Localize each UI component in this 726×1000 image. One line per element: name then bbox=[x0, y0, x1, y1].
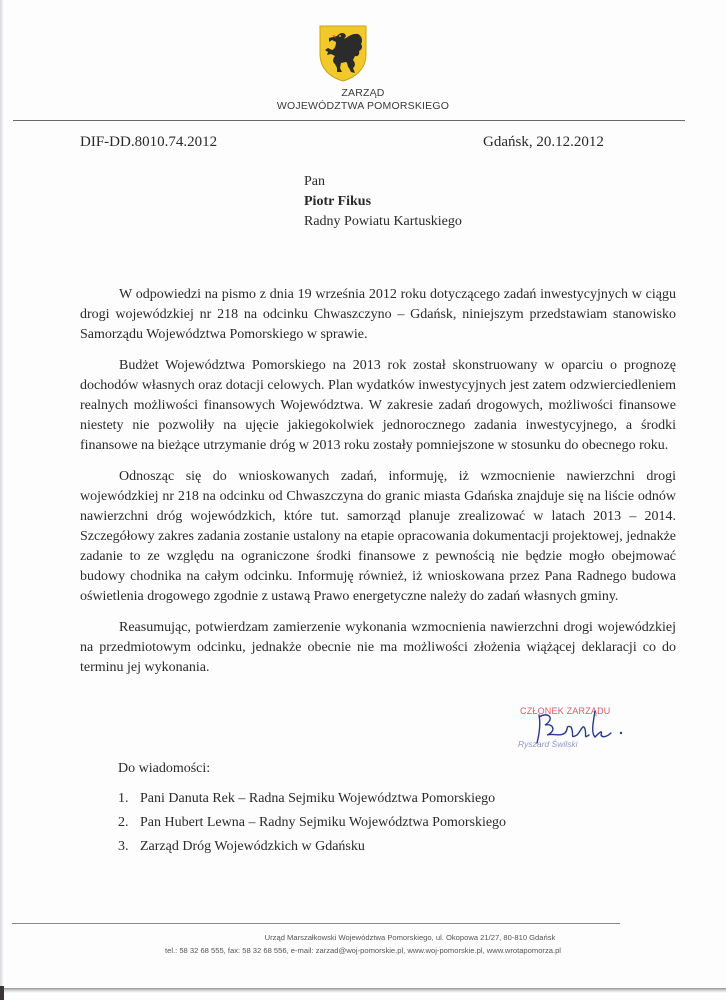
signature-stamp bbox=[505, 697, 635, 757]
place-date: Gdańsk, 20.12.2012 bbox=[483, 134, 604, 150]
cc-item-text: Zarząd Dróg Wojewódzkich w Gdańsku bbox=[140, 839, 365, 854]
cc-item-number: 3. bbox=[118, 839, 129, 854]
cc-item-number: 1. bbox=[118, 791, 129, 806]
stamp-title: CZŁONEK ZARZĄDU bbox=[520, 706, 611, 716]
pomeranian-griffin-crest-icon bbox=[318, 24, 368, 82]
footer-address: Urząd Marszałkowski Województwa Pomorskiego, ul. Okopowa 21/27, 80-810 Gdańsk bbox=[264, 933, 556, 942]
org-name-line2: WOJEWÓDZTWA POMORSKIEGO bbox=[276, 100, 450, 112]
stamp-name: Ryszard Świlski bbox=[518, 739, 578, 749]
cc-list-item bbox=[118, 835, 506, 859]
cc-list bbox=[118, 787, 506, 859]
recipient-block bbox=[304, 172, 462, 232]
cc-list-item bbox=[118, 811, 506, 835]
reference-number: DIF-DD.8010.74.2012 bbox=[80, 134, 218, 150]
cc-item-text: Pan Hubert Lewna – Radny Sejmiku Województwa Pomorskiego bbox=[140, 815, 507, 830]
footer-contact: tel.: 58 32 68 555, fax: 58 32 68 556, e-mail: zarzad@woj-pomorskie.pl, www.woj-pomorskie.pl, www.wrotapomorza.pl bbox=[164, 946, 561, 955]
recipient-title: Radny Powiatu Kartuskiego bbox=[304, 214, 462, 229]
header-divider bbox=[13, 120, 685, 121]
recipient-name: Piotr Fikus bbox=[304, 194, 372, 209]
body-paragraph: Odnosząc się do wnioskowanych zadań, informuję, iż wzmocnienie nawierzchni drogi wojewódzkiej nr 218 na odcinku od Chwaszczyna do granic miasta Gdańska znajduje się na liście odnów nawierzchni dróg wojewódzkich, które tut. samorząd planuje zrealizować w latach 2013 – 2014. Szczegółowy zakres zadania zostanie ustalony na etapie opracowania dokumentacji projektowej, jednakże zadanie to ze względu na ograniczone środki finansowe z pewnością nie będzie mogło obejmować budowy chodnika na całym odcinku. Informuję również, iż wnioskowana przez Pana Radnego budowa oświetlenia drogowego zgodnie z ustawą Prawo energetyczne należy do zadań własnych gminy. bbox=[80, 469, 676, 604]
scan-edge-left bbox=[0, 0, 3, 1000]
cc-item-number: 2. bbox=[118, 815, 129, 830]
scan-edge-bottom bbox=[0, 988, 726, 1000]
scan-edge-corner bbox=[0, 986, 4, 1000]
cc-item-text: Pani Danuta Rek – Radna Sejmiku Województwa Pomorskiego bbox=[140, 791, 496, 806]
body-paragraph: W odpowiedzi na pismo z dnia 19 września 2012 roku dotyczącego zadań inwestycyjnych w ciągu drogi wojewódzkiej nr 218 na odcinku Chwaszczyno – Gdańsk, niniejszym przedstawiam stanowisko Samorządu Województwa Pomorskiego w sprawie. bbox=[80, 287, 676, 342]
cc-list-item bbox=[118, 787, 506, 811]
handwritten-signature-icon bbox=[525, 705, 635, 749]
cc-heading: Do wiadomości: bbox=[118, 761, 211, 776]
recipient-salutation: Pan bbox=[304, 174, 325, 189]
body-paragraph: Reasumując, potwierdzam zamierzenie wykonania wzmocnienia nawierzchni drogi wojewódzkiej na przedmiotowym odcinku, jednakże obecnie nie ma możliwości złożenia wiążącej deklaracji co do terminu jej wykonania. bbox=[80, 620, 676, 675]
body-paragraph: Budżet Województwa Pomorskiego na 2013 rok został skonstruowany w oparciu o prognozę dochodów własnych oraz dotacji celowych. Plan wydatków inwestycyjnych jest zatem odzwierciedleniem realnych możliwości finansowych Województwa. W zakresie zadań drogowych, możliwości finansowe niestety nie pozwoliły na ujęcie jakiegokolwiek jednorocznego zadania inwestycyjnego, a środki finansowe na bieżące utrzymanie dróg w 2013 roku zostały pomniejszone w stosunku do obecnego roku. bbox=[80, 358, 676, 453]
footer-divider bbox=[12, 923, 620, 924]
org-name-line1: ZARZĄD bbox=[341, 87, 385, 99]
letter-body bbox=[80, 285, 676, 689]
